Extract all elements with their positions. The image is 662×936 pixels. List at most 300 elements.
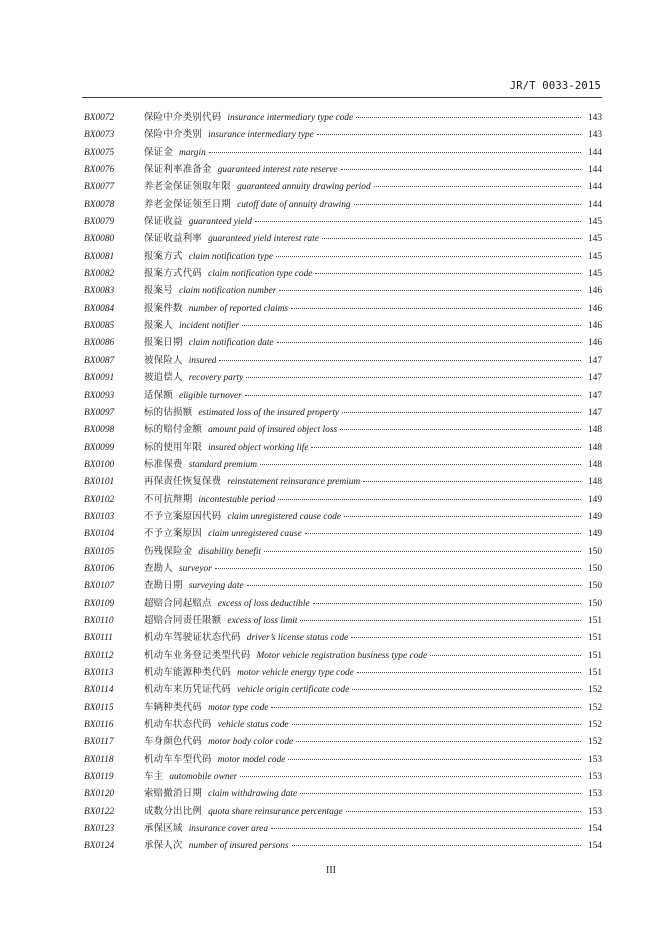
entry-title	[144, 265, 312, 279]
entry-title	[144, 213, 252, 227]
toc-entry[interactable]	[84, 751, 602, 768]
entry-code: BX0098	[84, 425, 115, 436]
entry-page-number: 152	[587, 685, 602, 696]
entry-page-number: 152	[587, 737, 602, 748]
dot-leader	[288, 759, 581, 760]
toc-entry[interactable]	[84, 473, 602, 490]
toc-entry[interactable]	[84, 664, 602, 681]
toc-entry[interactable]	[84, 768, 602, 785]
entry-title-zh: 被保险人	[144, 354, 183, 366]
entry-page-number: 146	[587, 338, 602, 349]
toc-entry[interactable]	[84, 126, 602, 143]
entry-title-zh: 保证收益利率	[144, 233, 203, 245]
toc-entry[interactable]	[84, 733, 602, 750]
entry-page-number: 150	[587, 581, 602, 592]
dot-leader	[351, 637, 581, 638]
entry-title-zh: 报案日期	[144, 337, 183, 349]
entry-page-number: 153	[587, 772, 602, 783]
entry-title-zh: 机动车车型代码	[144, 753, 212, 765]
entry-title-zh: 不可抗辩期	[144, 493, 193, 505]
entry-title	[144, 230, 319, 244]
dot-leader	[342, 412, 581, 413]
toc-entry[interactable]	[84, 491, 602, 508]
entry-title	[144, 352, 216, 366]
entry-code: BX0084	[84, 303, 115, 314]
entry-title-zh: 保险中介类别代码	[144, 112, 222, 123]
entry-code: BX0119	[84, 772, 114, 783]
toc-entry[interactable]	[84, 525, 602, 542]
entry-page-number: 145	[587, 217, 602, 228]
entry-title-zh: 查勘人	[144, 562, 174, 574]
entry-page-number: 145	[587, 234, 602, 245]
dot-leader	[242, 325, 581, 326]
entry-title-zh: 机动车来历凭证代码	[144, 684, 232, 696]
entry-title-zh: 伤残保险金	[144, 545, 193, 557]
entry-title	[144, 716, 289, 730]
dot-leader	[300, 793, 581, 794]
entry-title	[144, 317, 239, 331]
entry-title-en: vehicle status code	[217, 720, 289, 731]
entry-title-zh: 报案方式	[144, 250, 183, 262]
toc-entry[interactable]	[84, 456, 602, 473]
entry-title-en: driver’s license status code	[246, 633, 349, 644]
entry-page-number: 150	[587, 563, 602, 574]
entry-title-zh: 适保额	[144, 389, 174, 401]
entry-title	[144, 647, 427, 661]
entry-title-zh: 承保区域	[144, 823, 183, 835]
entry-title-zh: 承保人次	[144, 840, 183, 852]
toc-entry[interactable]	[84, 144, 602, 161]
toc-entry[interactable]	[84, 161, 602, 178]
entry-title-en: insured	[188, 355, 217, 366]
entry-title-en: disability benefit	[198, 546, 262, 557]
entry-title-zh: 报案方式代码	[144, 268, 203, 280]
entry-title-zh: 车身颜色代码	[144, 736, 203, 748]
entry-code: BX0104	[84, 529, 115, 540]
entry-title-en: recovery party	[188, 373, 244, 384]
toc-entry[interactable]	[84, 230, 602, 247]
entry-title-en: vehicle origin certificate code	[237, 685, 350, 696]
entry-page-number: 151	[587, 668, 602, 678]
entry-title-en: claim notification number	[179, 286, 277, 297]
entry-title-zh: 车主	[144, 771, 164, 783]
toc-entry[interactable]	[84, 421, 602, 438]
entry-code: BX0081	[84, 251, 115, 262]
entry-page-number: 153	[587, 754, 602, 765]
entry-code: BX0120	[84, 789, 115, 800]
entry-title	[144, 820, 268, 834]
entry-page-number: 143	[587, 113, 602, 123]
entry-title	[144, 282, 276, 296]
dot-leader	[279, 290, 581, 291]
entry-title	[144, 785, 297, 799]
entry-page-number: 151	[587, 650, 602, 661]
entry-page-number: 153	[587, 806, 602, 817]
entry-title-en: excess of loss limit	[227, 615, 298, 626]
dot-leader	[292, 845, 581, 846]
entry-title-en: estimated loss of the insured property	[198, 407, 340, 418]
entry-code: BX0106	[84, 563, 115, 574]
entry-code: BX0113	[84, 668, 114, 678]
entry-title-en: number of reported claims	[188, 303, 289, 314]
entry-title-en: automobile owner	[169, 772, 238, 783]
dot-leader	[322, 238, 581, 239]
entry-title	[144, 300, 288, 314]
dot-leader	[305, 533, 581, 534]
entry-title	[144, 161, 338, 175]
entry-title	[144, 421, 337, 435]
entry-title-en: surveying date	[188, 581, 244, 592]
toc-entry[interactable]	[84, 439, 602, 456]
table-of-contents	[84, 109, 602, 855]
entry-title	[144, 525, 302, 539]
entry-code: BX0122	[84, 806, 115, 817]
entry-title-zh: 养老金保证领至日期	[144, 198, 232, 210]
entry-title	[144, 751, 285, 765]
entry-title-zh: 查勘日期	[144, 580, 183, 592]
entry-page-number: 150	[587, 546, 602, 557]
entry-title-en: incontestable period	[198, 494, 276, 505]
toc-entry[interactable]	[84, 508, 602, 525]
entry-code: BX0117	[84, 737, 114, 748]
entry-code: BX0123	[84, 824, 115, 835]
entry-page-number: 153	[587, 789, 602, 800]
dot-leader	[357, 672, 581, 673]
entry-title-en: Motor vehicle registration business type code	[256, 650, 428, 661]
entry-code: BX0118	[84, 754, 114, 765]
entry-title	[144, 508, 341, 522]
dot-leader	[291, 308, 581, 309]
toc-entry[interactable]	[84, 265, 602, 282]
entry-page-number: 154	[587, 841, 602, 852]
entry-title	[144, 387, 242, 401]
entry-title	[144, 595, 310, 609]
dot-leader	[313, 603, 581, 604]
entry-title	[144, 681, 349, 695]
toc-entry[interactable]	[84, 629, 602, 646]
entry-title	[144, 629, 348, 643]
entry-title-en: insured object working life	[208, 442, 309, 453]
dot-leader	[340, 429, 581, 430]
dot-leader	[346, 811, 581, 812]
entry-code: BX0124	[84, 841, 115, 852]
entry-code: BX0075	[84, 147, 115, 158]
toc-entry[interactable]	[84, 317, 602, 334]
entry-page-number: 152	[587, 720, 602, 731]
dot-leader	[300, 620, 581, 621]
entry-title-zh: 保证收益	[144, 216, 183, 228]
dot-leader	[374, 186, 581, 187]
toc-entry[interactable]	[84, 837, 602, 854]
dot-leader	[430, 655, 581, 656]
entry-title-zh: 机动车能源种类代码	[144, 667, 232, 678]
entry-page-number: 148	[587, 442, 602, 453]
entry-code: BX0100	[84, 459, 115, 470]
dot-leader	[363, 481, 581, 482]
entry-title-zh: 不予立案原因	[144, 528, 203, 540]
entry-title	[144, 178, 371, 192]
entry-title-en: claim notification date	[188, 338, 274, 349]
toc-entry[interactable]	[84, 300, 602, 317]
entry-title-en: cutoff date of annuity drawing	[237, 199, 351, 210]
entry-title-en: insurance intermediary type	[208, 130, 314, 141]
entry-title-zh: 标准保费	[144, 458, 183, 470]
entry-code: BX0111	[84, 633, 113, 644]
entry-title-zh: 超赔合同起赔点	[144, 597, 212, 609]
entry-title-en: amount paid of insured object loss	[208, 425, 338, 436]
entry-page-number: 146	[587, 303, 602, 314]
entry-page-number: 148	[587, 477, 602, 488]
entry-title-zh: 养老金保证领取年限	[144, 181, 232, 193]
dot-leader	[344, 516, 581, 517]
entry-title-en: eligible turnover	[179, 390, 242, 401]
entry-title-zh: 机动车状态代码	[144, 719, 212, 731]
toc-entry[interactable]	[84, 248, 602, 265]
entry-code: BX0077	[84, 182, 115, 193]
dot-leader	[246, 377, 581, 378]
entry-code: BX0105	[84, 546, 115, 557]
toc-entry[interactable]	[84, 699, 602, 716]
entry-page-number: 148	[587, 425, 602, 436]
entry-title-en: incident notifier	[179, 321, 240, 332]
entry-page-number: 149	[587, 494, 602, 505]
toc-entry[interactable]	[84, 785, 602, 802]
dot-leader	[264, 551, 581, 552]
dot-leader	[352, 689, 581, 690]
entry-title-zh: 再保责任恢复保费	[144, 476, 222, 488]
entry-code: BX0080	[84, 234, 115, 245]
entry-page-number: 147	[587, 390, 602, 401]
entry-page-number: 144	[587, 182, 602, 193]
dot-leader	[315, 273, 581, 274]
entry-page-number: 148	[587, 459, 602, 470]
document-code: JR/T 0033-2015	[509, 80, 601, 92]
dot-leader	[219, 360, 581, 361]
entry-title	[144, 126, 314, 140]
entry-title-en: insurance cover area	[188, 824, 269, 835]
entry-title-en: excess of loss deductible	[217, 598, 310, 609]
entry-page-number: 151	[587, 633, 602, 644]
entry-title-zh: 车辆种类代码	[144, 701, 203, 713]
entry-title-en: reinstatement reinsurance premium	[227, 477, 361, 488]
entry-code: BX0082	[84, 269, 115, 280]
entry-code: BX0072	[84, 113, 115, 123]
entry-title	[144, 699, 268, 713]
entry-page-number: 147	[587, 355, 602, 366]
entry-code: BX0076	[84, 165, 115, 176]
toc-entry[interactable]	[84, 404, 602, 421]
entry-title	[144, 248, 273, 262]
entry-title-zh: 保证金	[144, 146, 174, 158]
entry-page-number: 143	[587, 130, 602, 141]
dot-leader	[276, 256, 581, 257]
entry-title	[144, 768, 237, 782]
entry-code: BX0114	[84, 685, 114, 696]
entry-code: BX0107	[84, 581, 115, 592]
entry-page-number: 154	[587, 824, 602, 835]
entry-code: BX0087	[84, 355, 115, 366]
toc-entry[interactable]	[84, 369, 602, 386]
toc-entry[interactable]	[84, 577, 602, 594]
entry-title-zh: 报案号	[144, 285, 174, 297]
entry-title	[144, 560, 212, 574]
entry-title-en: motor vehicle energy type code	[237, 668, 354, 678]
entry-code: BX0112	[84, 650, 114, 661]
toc-entry[interactable]	[84, 647, 602, 664]
entry-title-en: claim notification type code	[208, 269, 313, 280]
entry-title	[144, 733, 293, 747]
entry-code: BX0102	[84, 494, 115, 505]
entry-title-en: motor body color code	[208, 737, 294, 748]
entry-title-en: guaranteed yield	[188, 217, 252, 228]
dot-leader	[271, 707, 581, 708]
entry-title	[144, 196, 351, 210]
entry-title	[144, 109, 353, 123]
dot-leader	[271, 828, 581, 829]
toc-entry[interactable]	[84, 681, 602, 698]
entry-page-number: 144	[587, 165, 602, 176]
toc-entry[interactable]	[84, 803, 602, 820]
entry-title-en: guaranteed annuity drawing period	[237, 182, 371, 193]
header-divider	[82, 97, 602, 98]
toc-entry[interactable]	[84, 196, 602, 213]
entry-title	[144, 144, 206, 158]
entry-title-zh: 不予立案原因代码	[144, 510, 222, 522]
entry-title-en: standard premium	[188, 459, 258, 470]
entry-page-number: 149	[587, 529, 602, 540]
dot-leader	[311, 447, 581, 448]
entry-title-en: quota share reinsurance percentage	[208, 806, 343, 817]
entry-title-en: guaranteed interest rate reserve	[217, 165, 338, 176]
dot-leader	[240, 776, 581, 777]
entry-code: BX0093	[84, 390, 115, 401]
entry-title	[144, 577, 244, 591]
entry-title-zh: 机动车业务登记类型代码	[144, 649, 251, 661]
entry-title-en: surveyor	[179, 563, 212, 574]
entry-page-number: 146	[587, 286, 602, 297]
toc-entry[interactable]	[84, 595, 602, 612]
entry-title-en: guaranteed yield interest rate	[208, 234, 319, 245]
toc-entry[interactable]	[84, 387, 602, 404]
toc-entry[interactable]	[84, 213, 602, 230]
entry-title	[144, 369, 243, 383]
entry-code: BX0097	[84, 407, 115, 418]
entry-title	[144, 664, 354, 678]
entry-title-zh: 标的估损额	[144, 406, 193, 418]
entry-title-zh: 成数分出比例	[144, 805, 203, 817]
entry-page-number: 150	[587, 598, 602, 609]
entry-title	[144, 803, 343, 817]
entry-title-zh: 机动车驾驶证状态代码	[144, 632, 241, 644]
entry-title	[144, 404, 339, 418]
toc-entry[interactable]	[84, 543, 602, 560]
entry-title-en: number of insured persons	[188, 841, 289, 852]
entry-title-zh: 保险中介类别	[144, 129, 203, 141]
entry-code: BX0073	[84, 130, 115, 141]
entry-code: BX0079	[84, 217, 115, 228]
entry-title	[144, 837, 289, 851]
entry-title-en: claim notification type	[188, 251, 274, 262]
entry-page-number: 145	[587, 251, 602, 262]
entry-title-zh: 标的使用年限	[144, 441, 203, 453]
dot-leader	[215, 568, 581, 569]
toc-entry[interactable]	[84, 560, 602, 577]
entry-code: BX0085	[84, 321, 115, 332]
dot-leader	[277, 342, 581, 343]
entry-title-en: motor model code	[217, 754, 286, 765]
dot-leader	[354, 204, 581, 205]
entry-title	[144, 473, 360, 487]
toc-entry[interactable]	[84, 820, 602, 837]
dot-leader	[341, 169, 581, 170]
toc-entry[interactable]	[84, 716, 602, 733]
dot-leader	[317, 134, 581, 135]
entry-code: BX0099	[84, 442, 115, 453]
entry-title-en: insurance intermediary type code	[227, 113, 354, 123]
page-number: III	[326, 865, 336, 876]
entry-code: BX0115	[84, 702, 114, 713]
dot-leader	[255, 221, 581, 222]
entry-title-zh: 超赔合同责任限额	[144, 614, 222, 626]
entry-title-zh: 标的赔付金额	[144, 424, 203, 436]
entry-code: BX0091	[84, 373, 115, 384]
dot-leader	[278, 499, 581, 500]
entry-code: BX0109	[84, 598, 115, 609]
dot-leader	[356, 117, 581, 118]
dot-leader	[209, 152, 581, 153]
entry-page-number: 147	[587, 407, 602, 418]
entry-title	[144, 334, 274, 348]
entry-title-en: motor type code	[208, 702, 269, 713]
entry-code: BX0116	[84, 720, 114, 731]
dot-leader	[296, 741, 581, 742]
entry-title-en: claim unregistered cause	[208, 529, 302, 540]
entry-title	[144, 612, 297, 626]
entry-code: BX0086	[84, 338, 115, 349]
entry-code: BX0078	[84, 199, 115, 210]
entry-title-zh: 被追偿人	[144, 372, 183, 384]
entry-page-number: 152	[587, 702, 602, 713]
entry-page-number: 144	[587, 199, 602, 210]
dot-leader	[245, 395, 581, 396]
toc-entry[interactable]	[84, 282, 602, 299]
entry-title	[144, 456, 257, 470]
toc-entry[interactable]	[84, 352, 602, 369]
toc-entry[interactable]	[84, 109, 602, 126]
entry-page-number: 147	[587, 373, 602, 384]
entry-title-zh: 保证利率准备金	[144, 164, 212, 176]
entry-title-zh: 报案人	[144, 320, 174, 332]
entry-page-number: 145	[587, 269, 602, 280]
entry-page-number: 149	[587, 511, 602, 522]
dot-leader	[247, 585, 581, 586]
toc-entry[interactable]	[84, 178, 602, 195]
entry-title-zh: 索赔撤消日期	[144, 788, 203, 800]
entry-code: BX0101	[84, 477, 115, 488]
entry-title	[144, 543, 261, 557]
entry-page-number: 144	[587, 147, 602, 158]
entry-title	[144, 491, 275, 505]
entry-code: BX0110	[84, 615, 114, 626]
toc-entry[interactable]	[84, 334, 602, 351]
toc-entry[interactable]	[84, 612, 602, 629]
entry-page-number: 146	[587, 321, 602, 332]
entry-page-number: 151	[587, 615, 602, 626]
entry-code: BX0083	[84, 286, 115, 297]
entry-title	[144, 439, 308, 453]
entry-title-zh: 报案件数	[144, 302, 183, 314]
entry-code: BX0103	[84, 511, 115, 522]
